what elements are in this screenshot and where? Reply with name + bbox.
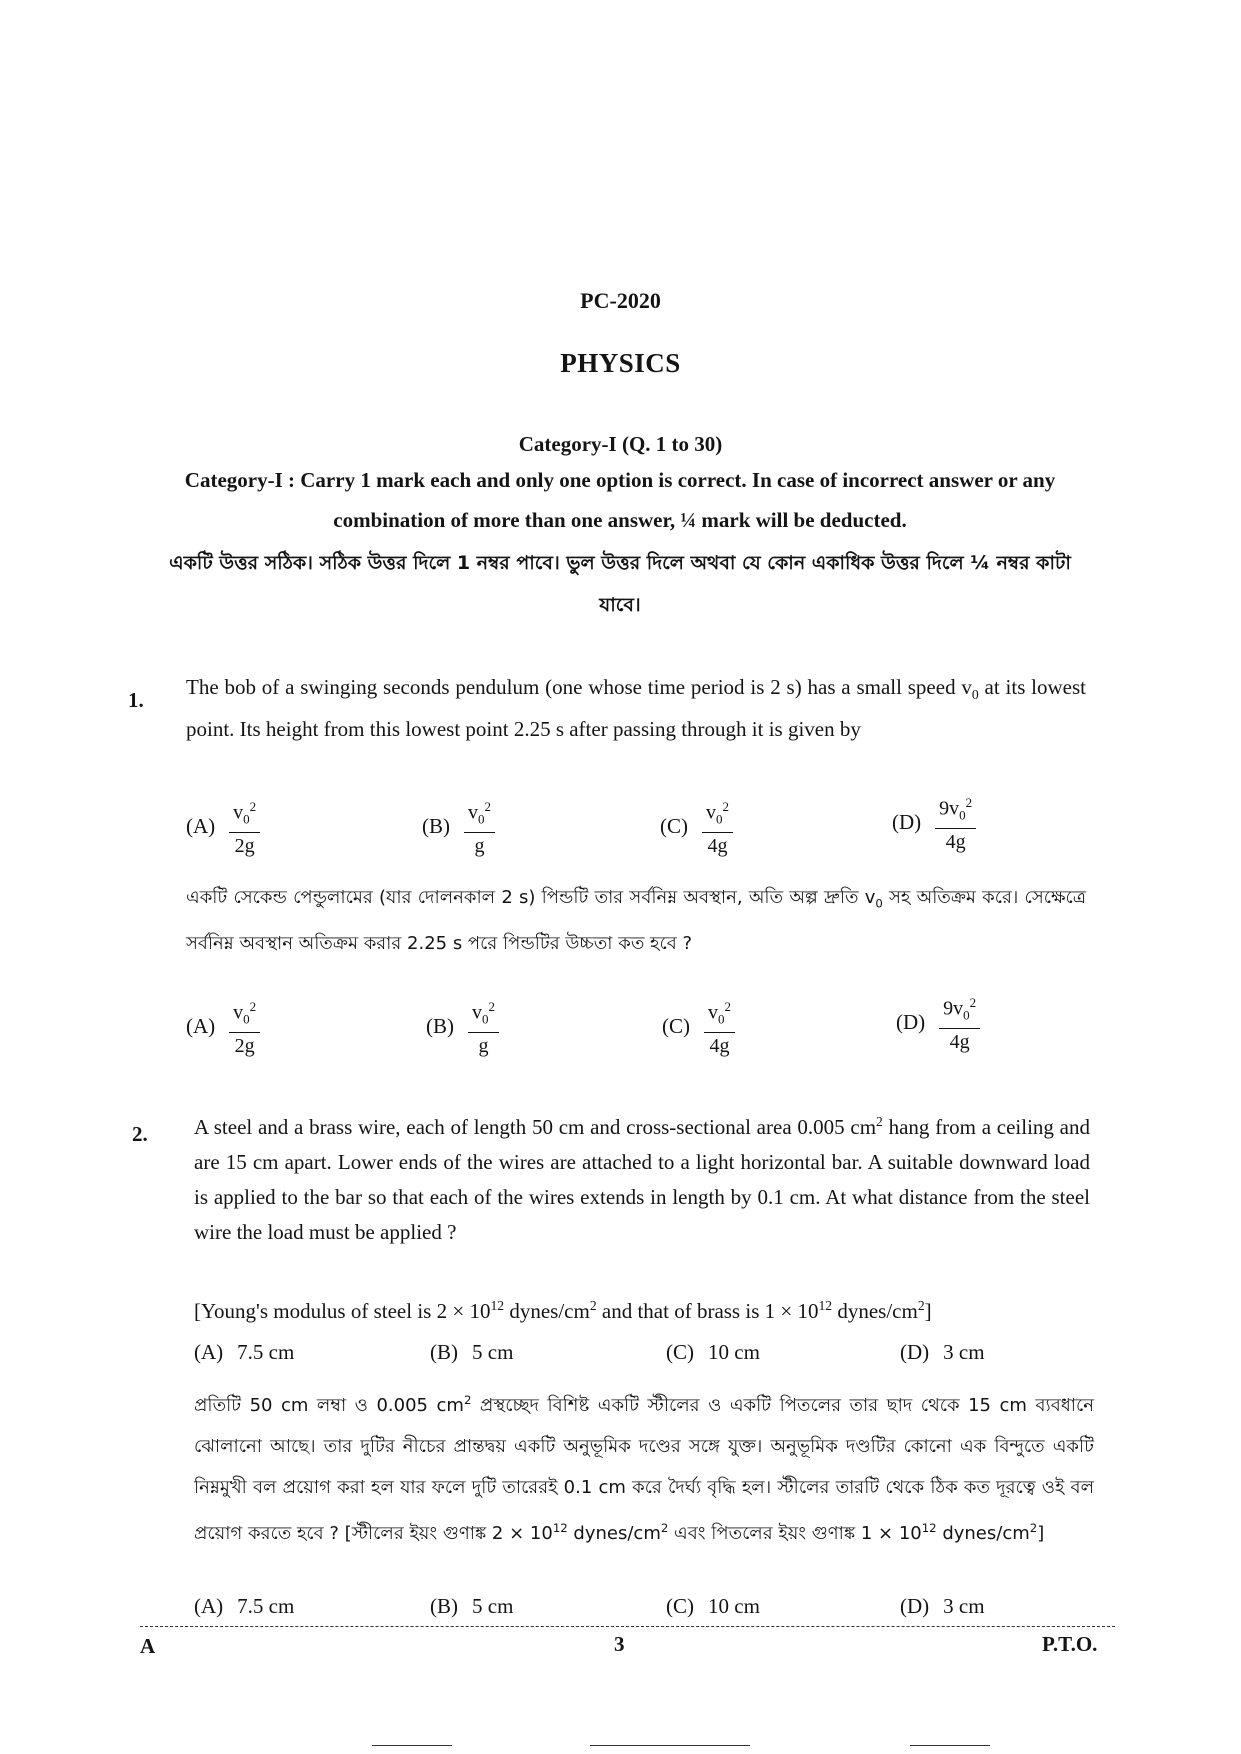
option-d[interactable]: (D) $\frac{9v_0^2}{4g}$: [896, 992, 980, 1053]
scan-artifact-line: [590, 1745, 750, 1746]
scan-artifact-line: [372, 1745, 452, 1746]
option-d[interactable]: (D) 3 cm: [900, 1594, 985, 1618]
scan-artifact-line: [910, 1745, 990, 1746]
option-c[interactable]: (C) 10 cm: [666, 1340, 760, 1364]
question-number: 2.: [132, 1122, 148, 1146]
option-b[interactable]: (B) $\frac{v_0^2}{g}$: [422, 796, 495, 857]
booklet-series: A: [140, 1634, 156, 1658]
option-a[interactable]: (A) $\frac{v_0^2}{2g}$: [186, 796, 260, 857]
option-a[interactable]: (A) 7.5 cm: [194, 1340, 295, 1364]
question-text-bengali: প্রতিটি 50 cm লম্বা ও 0.005 $cm^2$ প্রস্থচ্ছেদ বিশিষ্ট একটি স্টীলের ও একটি পিতলের তার ছাদ থেকে 15 cm ব্যবধানে ঝোলানো আছে। তার দুটির নীচের প্রান্তদ্বয় একটি অনুভূমিক দণ্ডের সঙ্গে যুক্ত। অনুভূমিক দণ্ডটির কোনো এক বিন্দুতে একটি নিম্নমুখী বল প্রয়োগ করা হল যার ফলে দুটি তারেরই 0.1 cm করে দৈর্ঘ্য বৃদ্ধি হল। স্টীলের তারটি থেকে ঠিক কত দূরত্বে ওই বল প্রয়োগ করতে হবে ? [স্টীলের ইয়ং গুণাঙ্ক $2 \times 10^{12}$ dynes/$cm^2$ এবং পিতলের ইয়ং গুণাঙ্ক $1 \times 10^{12}$ dynes/$cm^2$]: [194, 1393, 1094, 1544]
question-text-bengali: একটি সেকেন্ড পেন্ডুলামের (যার দোলনকাল 2 s) পিন্ডটি তার সর্বনিম্ন অবস্থান, অতি অল্প দ্রুতি $v_0$ সহ অতিক্রম করে। সেক্ষেত্রে সর্বনিম্ন অবস্থান অতিক্রম করার 2.25 s পরে পিন্ডটির উচ্চতা কত হবে ?: [186, 887, 1087, 954]
option-d[interactable]: (D) 3 cm: [900, 1340, 985, 1364]
youngs-modulus-note: [Young's modulus of steel is $2 \times 10^{12}$ dynes/$cm^2$ and that of brass is $1 \times 10^{12}$ dynes/$cm^2$]: [194, 1298, 932, 1323]
option-a[interactable]: (A) 7.5 cm: [194, 1594, 295, 1618]
option-d[interactable]: (D) $\frac{9v_0^2}{4g}$: [892, 792, 976, 853]
question-text: The bob of a swinging seconds pendulum (one whose time period is 2 s) has a small speed $v_0$ at its lowest point. Its height from this lowest point 2.25 s after passing through it is given by: [186, 675, 1087, 742]
option-c[interactable]: (C) 10 cm: [666, 1594, 760, 1618]
option-b[interactable]: (B) 5 cm: [430, 1594, 514, 1618]
category-heading: Category-I (Q. 1 to 30): [518, 432, 723, 456]
subject-title: PHYSICS: [560, 348, 681, 378]
footer-divider: [140, 1626, 1115, 1627]
question-number: 1.: [128, 688, 144, 712]
options-bengali: [186, 990, 1086, 1060]
option-b[interactable]: (B) 5 cm: [430, 1340, 514, 1364]
options-english: [194, 1340, 1094, 1380]
question-text: A steel and a brass wire, each of length 50 cm and cross-sectional area 0.005 $cm^2$ hang from a ceiling and are 15 cm apart. Lower ends of the wires are attached to a light horizontal bar. A suitable downward load is applied to the bar so that each of the wires extends in length by 0.1 cm. At what distance from the steel wire the load must be applied ?: [194, 1114, 1090, 1244]
instructions-bengali: একটি উত্তর সঠিক। সঠিক উত্তর দিলে 1 নম্বর পাবে। ভুল উত্তর দিলে অথবা যে কোন একাধিক উত্তর দিলে ¼ নম্বর কাটা যাবে।: [169, 552, 1071, 616]
instructions-english: Category-I : Carry 1 mark each and only one option is correct. In case of incorrect answer or any combination of more than one answer, ¼ mark will be deducted.: [184, 468, 1056, 532]
option-a[interactable]: (A) $\frac{v_0^2}{2g}$: [186, 996, 260, 1057]
please-turn-over: P.T.O.: [1042, 1632, 1098, 1656]
paper-code: PC-2020: [580, 288, 661, 313]
option-b[interactable]: (B) $\frac{v_0^2}{g}$: [426, 996, 499, 1057]
options-bengali: [194, 1594, 1094, 1634]
option-c[interactable]: (C) $\frac{v_0^2}{4g}$: [660, 796, 733, 857]
page-number: 3: [614, 1632, 625, 1656]
option-c[interactable]: (C) $\frac{v_0^2}{4g}$: [662, 996, 735, 1057]
options-english: [186, 790, 1086, 860]
